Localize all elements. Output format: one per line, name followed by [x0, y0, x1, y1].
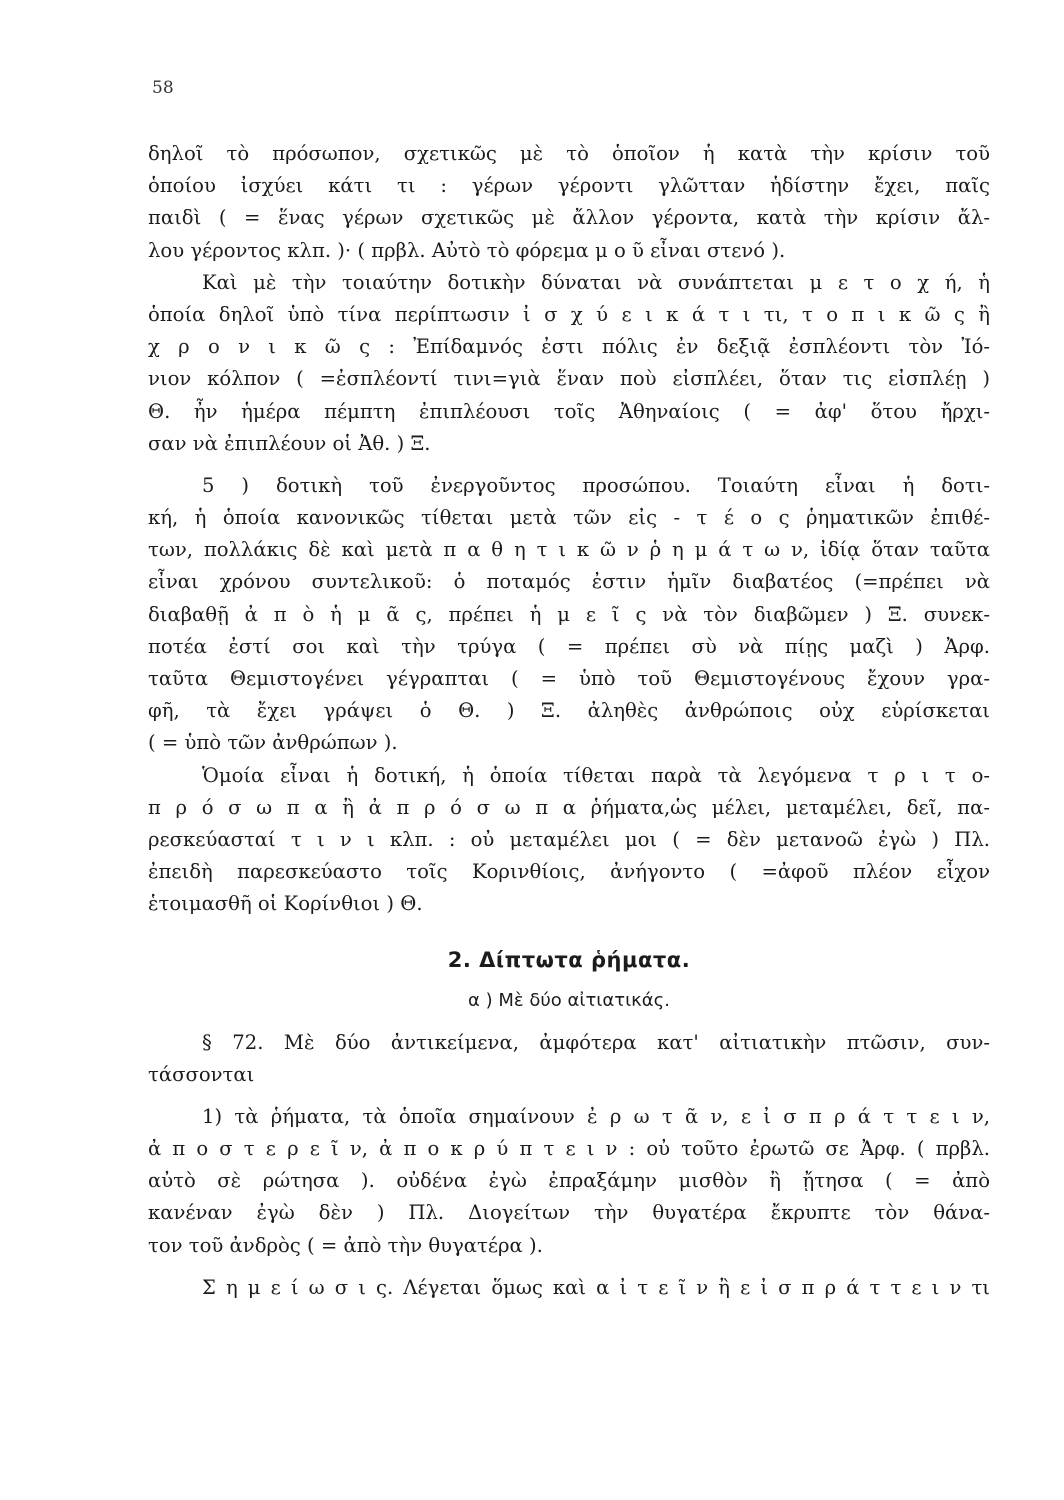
text-line: κή, ἡ ὁποία κανονικῶς τίθεται μετὰ τῶν εἰς - τ έ ο ς ῥηματικῶν ἐπιθέ-: [148, 506, 990, 530]
text-line: ἑτοιμασθῆ οἱ Κορίνθιοι ) Θ.: [148, 892, 423, 916]
text-line: ταῦτα Θεμιστογένει γέγραπται ( = ὑπὸ τοῦ Θεμιστογένους ἔχουν γρα-: [148, 667, 990, 690]
text-line: σαν νὰ ἐπιπλέουν οἱ Ἀθ. ) Ξ.: [148, 431, 431, 455]
text-line: ἀ π ο σ τ ε ρ ε ῖ ν, ἀ π ο κ ρ ύ π τ ε ι ν : οὐ τοῦτο ἐρωτῶ σε Ἀρφ. ( πρβλ.: [148, 1137, 990, 1161]
text-line: διαβαθῇ ἀ π ὸ ἡ μ ᾶ ς, πρέπει ἡ μ ε ῖ ς νὰ τὸν διαβῶμεν ) Ξ. συνεκ-: [148, 602, 990, 626]
text-line: φῆ, τὰ ἔχει γράψει ὁ Θ. ) Ξ. ἀληθὲς ἀνθρώποις οὐχ εὑρίσκεται: [148, 699, 990, 723]
text-line: τάσσονται: [148, 1062, 255, 1086]
text-line: ἐπειδὴ παρεσκεύαστο τοῖς Κορινθίοις, ἀνήγοντο ( =ἀφοῦ πλέον εἶχον: [148, 860, 990, 884]
text-line: χ ρ ο ν ι κ ῶ ς : Ἐπίδαμνός ἐστι πόλις ἐν δεξιᾷ ἐσπλέοντι τὸν Ἰό-: [148, 335, 990, 359]
text-line: ὁποία δηλοῖ ὑπὸ τίνα περίπτωσιν ἰ σ χ ύ ε ι κ ά τ ι τι, τ ο π ι κ ῶ ς ἢ: [148, 302, 990, 326]
text-line: λου γέροντος κλπ. )· ( πρβλ. Αὐτὸ τὸ φόρεμα μ ο ῦ εἶναι στενό ).: [148, 238, 786, 262]
text-line: κανέναν ἐγὼ δὲν ) Πλ. Διογείτων τὴν θυγατέρα ἔκρυπτε τὸν θάνα-: [148, 1201, 990, 1225]
text-line: παιδὶ ( = ἕνας γέρων σχετικῶς μὲ ἄλλον γέροντα, κατὰ τὴν κρίσιν ἄλ-: [148, 206, 990, 230]
text-line: Ὁμοία εἶναι ἡ δοτική, ἡ ὁποία τίθεται παρὰ τὰ λεγόμενα τ ρ ι τ ο-: [202, 763, 990, 787]
text-line: εἶναι χρόνου συντελικοῦ: ὁ ποταμός ἐστιν ἡμῖν διαβατέος (=πρέπει νὰ: [148, 570, 990, 594]
text-line: 5 ) δοτικὴ τοῦ ἐνεργοῦντος προσώπου. Τοιαύτη εἶναι ἡ δοτι-: [202, 473, 990, 497]
body-text: [148, 138, 990, 1304]
page-number: 58: [152, 78, 174, 98]
text-line: ( = ὑπὸ τῶν ἀνθρώπων ).: [148, 731, 398, 755]
text-line: 1) τὰ ῥήματα, τὰ ὁποῖα σημαίνουν ἐ ρ ω τ ᾶ ν, ε ἰ σ π ρ ά τ τ ε ι ν,: [202, 1104, 990, 1128]
text-line: π ρ ό σ ω π α ἢ ἀ π ρ ό σ ω π α ῥήματα,ὡς μέλει, μεταμέλει, δεῖ, πα-: [148, 795, 990, 819]
text-line: ρεσκεύασταί τ ι ν ι κλπ. : οὐ μεταμέλει μοι ( = δὲν μετανοῶ ἐγὼ ) Πλ.: [148, 827, 990, 851]
section-heading: 2. Δίπτωτα ῥήματα.: [447, 947, 691, 972]
text-line: αὐτὸ σὲ ρώτησα ). οὐδένα ἐγὼ ἐπραξάμην μισθὸν ἢ ᾔτησα ( = ἀπὸ: [148, 1169, 990, 1193]
text-line: δηλοῖ τὸ πρόσωπον, σχετικῶς μὲ τὸ ὁποῖον ἡ κατὰ τὴν κρίσιν τοῦ: [148, 142, 990, 165]
text-line: των, πολλάκις δὲ καὶ μετὰ π α θ η τ ι κ ῶ ν ῥ η μ ά τ ω ν, ἰδίᾳ ὅταν ταῦτα: [148, 538, 990, 562]
text-line: τον τοῦ ἀνδρὸς ( = ἀπὸ τὴν θυγατέρα ).: [148, 1233, 543, 1257]
text-line: Καὶ μὲ τὴν τοιαύτην δοτικὴν δύναται νὰ συνάπτεται μ ε τ ο χ ή, ἡ: [202, 270, 990, 294]
note-line: Σ η μ ε ί ω σ ι ς. Λέγεται ὅμως καὶ α ἰ τ ε ῖ ν ἢ ε ἰ σ π ρ ά τ τ ε ι ν τι: [202, 1275, 990, 1299]
text-line: ὁποίου ἰσχύει κάτι τι : γέρων γέροντι γλῶτταν ἡδίστην ἔχει, παῖς: [148, 174, 990, 198]
section-subheading: α ) Μὲ δύο αἰτιατικάς.: [468, 989, 670, 1011]
text-line: Θ. ἦν ἡμέρα πέμπτη ἐπιπλέουσι τοῖς Ἀθηναίοις ( = ἀφ' ὅτου ἤρχι-: [148, 399, 990, 423]
text-line: § 72. Μὲ δύο ἀντικείμενα, ἀμφότερα κατ' αἰτιατικὴν πτῶσιν, συν-: [202, 1030, 990, 1054]
text-line: νιον κόλπον ( =ἐσπλέοντί τινι=γιὰ ἕναν ποὺ εἰσπλέει, ὅταν τις εἰσπλέῃ ): [148, 367, 990, 391]
text-line: ποτέα ἐστί σοι καὶ τὴν τρύγα ( = πρέπει σὺ νὰ πίῃς μαζὶ ) Ἀρφ.: [148, 634, 990, 658]
